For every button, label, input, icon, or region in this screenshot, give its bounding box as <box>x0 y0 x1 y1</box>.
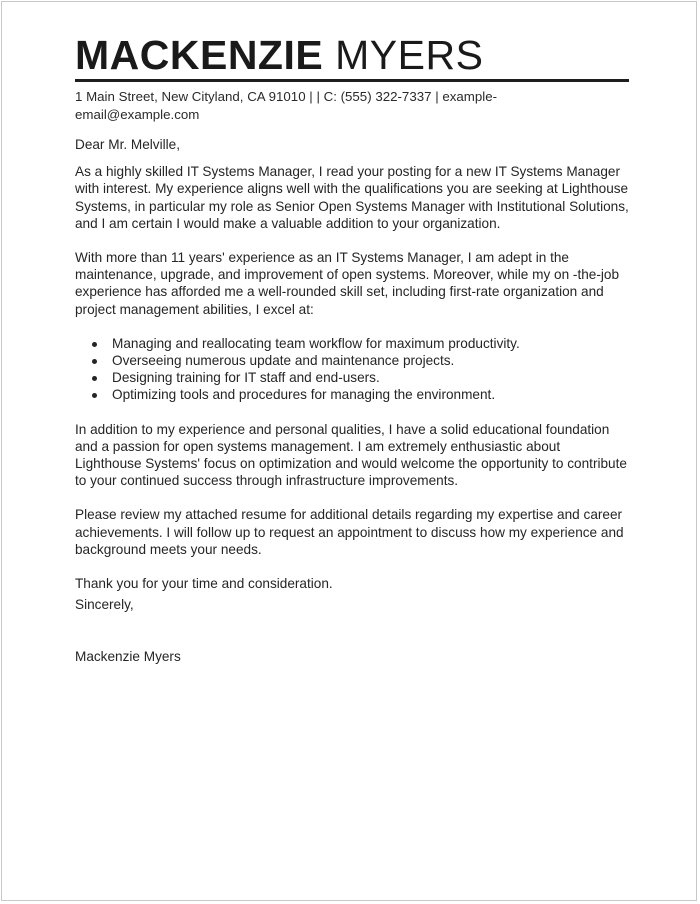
paragraph-introduction: As a highly skilled IT Systems Manager, I read your posting for a new IT Systems Manager with interest. My experience aligns well with the qualifications you are seeking at Lighthouse Systems, in particular my role as Senior Open Systems Manager with Institutional Solutions, and I am certain I would make a valuable addition to your organization. <box>75 164 629 231</box>
list-item-text: Designing training for IT staff and end-users. <box>112 370 380 386</box>
closing-signoff: Sincerely, <box>75 597 134 613</box>
salutation: Dear Mr. Melville, <box>75 137 180 152</box>
first-name: MACKENZIE <box>75 32 324 78</box>
last-name: MYERS <box>335 32 484 78</box>
closing-thanks: Thank you for your time and consideration. <box>75 576 333 592</box>
list-item-text: Optimizing tools and procedures for managing the environment. <box>112 387 496 403</box>
cover-letter <box>75 32 630 666</box>
signature-name: Mackenzie Myers <box>75 649 181 665</box>
paragraph-experience: With more than 11 years' experience as an IT Systems Manager, I am adept in the maintenance, upgrade, and improvement of open systems. Moreover, while my on -the-job experience has afforded me a well-rounded skill set, including first-rate organization and project management abilities, I excel at: <box>75 250 620 317</box>
list-item <box>75 386 630 403</box>
list-item <box>75 369 630 386</box>
list-item-text: Overseeing numerous update and maintenance projects. <box>112 353 455 369</box>
bullet-icon <box>92 376 97 381</box>
list-item-text: Managing and reallocating team workflow for maximum productivity. <box>112 335 520 351</box>
paragraph-follow-up: Please review my attached resume for additional details regarding my expertise and career achievements. I will follow up to request an appointment to discuss how my experience and background meets your needs. <box>75 507 624 557</box>
page <box>1 1 697 901</box>
paragraph-education: In addition to my experience and personal qualities, I have a solid educational foundation and a passion for open systems management. I am extremely enthusiastic about Lighthouse Systems' focus on optimization and would welcome the opportunity to contribute to your continued success through infrastructure improvements. <box>75 421 627 489</box>
bullet-icon <box>92 359 97 364</box>
list-item <box>75 352 630 369</box>
header-divider <box>75 79 629 82</box>
contact-info: 1 Main Street, New Cityland, CA 91010 | | C: (555) 322-7337 | example-email@example.com <box>75 89 498 122</box>
applicant-name-heading <box>75 32 630 78</box>
skills-list <box>75 335 630 404</box>
bullet-icon <box>92 393 97 398</box>
bullet-icon <box>92 342 97 347</box>
list-item <box>75 335 630 352</box>
